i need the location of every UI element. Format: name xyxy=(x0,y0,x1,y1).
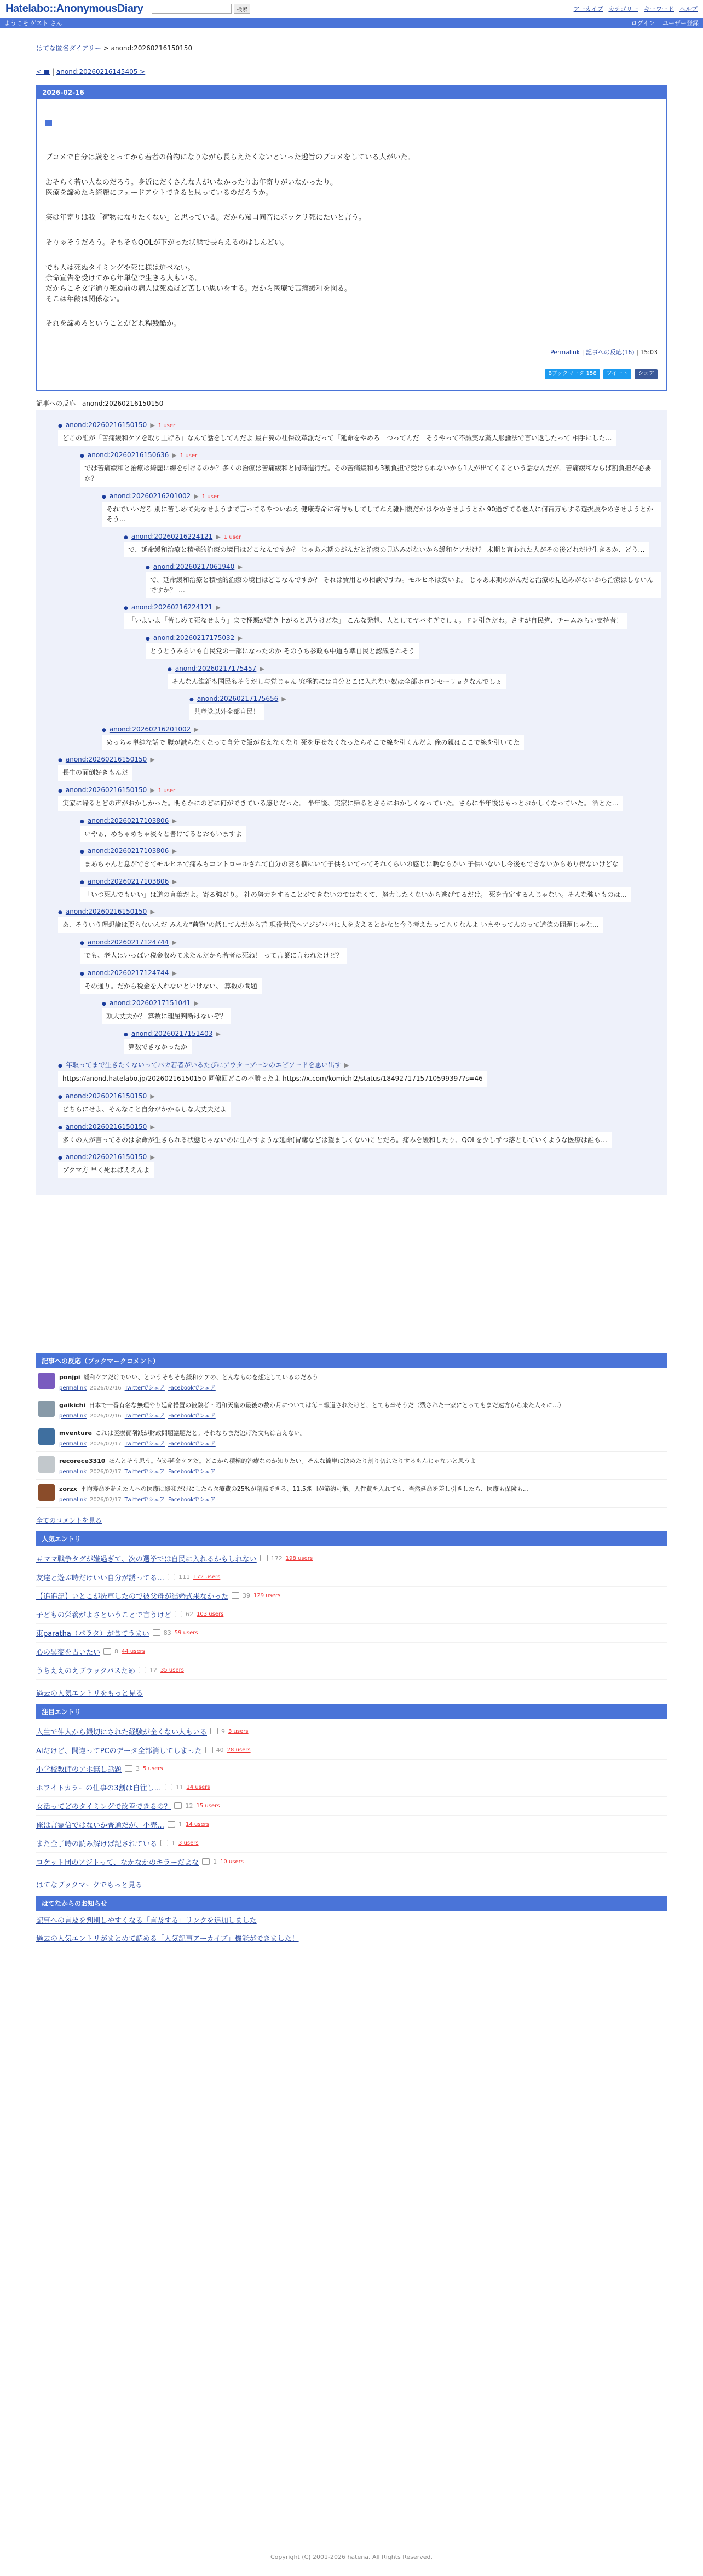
list-item xyxy=(36,1568,667,1587)
facebook-share-link[interactable]: Facebookでシェア xyxy=(168,1385,216,1391)
breadcrumb-current: anond:20260216150150 xyxy=(111,44,193,52)
reaction-header xyxy=(146,634,661,642)
share-buttons xyxy=(45,369,658,379)
bookmark-users-link[interactable]: 14 users xyxy=(186,1784,210,1790)
reaction-text: そんなん維新も国民もそうだし与党じゃん 究極的には自分とこに入れない奴は全部ホロンセーリョクなんでしょ xyxy=(168,674,506,690)
comment-icon xyxy=(168,1574,175,1580)
list-item xyxy=(36,1643,667,1661)
reaction-text: 頭大丈夫か？ 算数に理屈判断はないぞ？ xyxy=(102,1008,231,1024)
reaction-link[interactable]: anond:20260216224121 xyxy=(131,532,213,540)
bookmark-user[interactable]: mventure xyxy=(59,1429,92,1437)
reaction-item xyxy=(168,665,661,690)
reaction-link[interactable]: anond:20260217151041 xyxy=(109,999,191,1007)
reaction-text: でも、老人はいっぱい税金収めて来たんだから若者は死ね！ って言葉に言われたけど？ xyxy=(80,948,347,964)
bookmark-list xyxy=(36,1368,667,1508)
reaction-text: その通り。だから税金を入れないといけない、 算数の問題 xyxy=(80,978,262,994)
avatar[interactable] xyxy=(38,1456,55,1473)
reaction-item xyxy=(58,908,661,933)
expand-icon[interactable]: ▶ xyxy=(238,563,243,571)
reaction-link[interactable]: anond:20260216201002 xyxy=(109,492,191,500)
twitter-share-link[interactable]: Twitterでシェア xyxy=(124,1468,165,1475)
reaction-text: めっちゃ単純な話で 腹が減らなくなって自分で飯が食えなくなり 死を足せなくなったらそこで線を引くんだよ 俺の親はここで線を引いてた xyxy=(102,735,524,751)
list-item xyxy=(36,1605,667,1624)
comment-count: 172 xyxy=(270,1554,283,1562)
popular-heading: 人気エントリ xyxy=(36,1531,667,1546)
reaction-item xyxy=(189,695,661,720)
list-item xyxy=(36,1778,667,1797)
reaction-text: どちらにせよ、そんなこと自分がかかるしな大丈夫だよ xyxy=(58,1102,231,1117)
comment-count: 3 xyxy=(136,1765,140,1772)
reaction-link[interactable]: 年取ってまで生きたくないってバカ若者がいるたびにアウターゾーンのエピソードを思い出す xyxy=(65,1061,342,1069)
reaction-text: あ、そういう理想論は要らないんだ みんな"荷物"の話してんだから苦 現役世代へアジジババに人を支えるとかなと今う考えたってムリなんよ いまやってんのって道徳の問題じゃな… xyxy=(58,917,603,933)
expand-icon[interactable]: ▶ xyxy=(172,848,177,855)
expand-icon[interactable]: ▶ xyxy=(194,1000,199,1007)
reaction-item xyxy=(124,603,661,629)
bookmark-users-link[interactable]: 10 users xyxy=(220,1858,244,1865)
comment-count: 1 xyxy=(171,1839,176,1847)
bookmark-user[interactable]: recorece3310 xyxy=(59,1457,106,1465)
news-heading: はてなからのお知らせ xyxy=(36,1896,667,1911)
bookmark-text: 平均寿命を超えた人への医療は緩和だけにしたら医療費の25%が削減できる、11.5兆円が節約可能。人件費を入れても、当然延命を差し引きしたら、医療も保険も… xyxy=(80,1485,529,1492)
expand-icon[interactable]: ▶ xyxy=(194,725,199,733)
register-link[interactable]: ユーザー登録 xyxy=(662,20,699,27)
expand-icon[interactable]: ▶ xyxy=(281,695,286,703)
entry-title-marker-icon[interactable] xyxy=(45,120,52,126)
comment-icon xyxy=(125,1765,132,1772)
twitter-share-link[interactable]: Twitterでシェア xyxy=(124,1496,165,1503)
reaction-item xyxy=(80,817,661,842)
entry-link[interactable]: 俺は言霊信ではないか普通だが、小売… xyxy=(36,1821,165,1830)
entry-footer: Permalink | 記事への反応(16) | 15:03 xyxy=(550,349,658,356)
reaction-link[interactable]: anond:20260217175656 xyxy=(197,695,279,703)
reaction-item xyxy=(102,492,661,527)
reaction-text: https://anond.hatelabo.jp/20260216150150 同僚回どこの不勝ったよ https://x.com/komichi2/status/1849271715710599397?s=46 xyxy=(58,1071,487,1087)
site-logo[interactable]: Hatelabo::AnonymousDiary xyxy=(5,2,143,15)
reaction-header xyxy=(58,421,661,429)
bookmark-users-link[interactable]: 3 users xyxy=(178,1840,199,1846)
bookmark-user[interactable]: zorzx xyxy=(59,1485,77,1492)
bookmark-permalink[interactable]: permalink xyxy=(59,1440,87,1447)
bookmark-date: 2026/02/16 xyxy=(90,1385,122,1391)
comment-count: 83 xyxy=(163,1629,171,1636)
reaction-item xyxy=(80,969,661,994)
expand-icon[interactable]: ▶ xyxy=(150,756,155,764)
entry-paragraphs xyxy=(45,130,658,330)
reaction-item xyxy=(102,725,661,751)
reaction-text: いやぁ、めちゃめちゃ淡々と書けてるとおもいますよ xyxy=(80,826,246,842)
bookmark-user[interactable]: ponjpi xyxy=(59,1373,80,1381)
reaction-text: とうとうみらいも自民党の一部になったのか そのうち参政も中道も準自民と認識されそう xyxy=(146,643,419,659)
list-item xyxy=(36,1741,667,1760)
reaction-text: 多くの人が言ってるのは余命が生きられる状態じゃないのに生かすような延命(胃瘻などは望ましくない)ことだろ。痛みを緩和したり、QOLを少しずつ落としていくような医療は誰も… xyxy=(58,1132,612,1148)
reaction-item xyxy=(102,999,661,1024)
entry-line: 医療を諦めたら綺麗にフェードアウトできると思っているのだろうか。 xyxy=(45,188,273,197)
bookmark-users-link[interactable]: 103 users xyxy=(197,1611,224,1617)
comment-count: 40 xyxy=(216,1746,224,1754)
entry-link[interactable]: 心の異変を占いたい xyxy=(36,1648,101,1657)
facebook-share-link[interactable]: Facebookでシェア xyxy=(168,1468,216,1475)
comment-count: 8 xyxy=(114,1647,119,1655)
expand-icon[interactable]: ▶ xyxy=(172,878,177,885)
bookmark-section xyxy=(36,1353,667,1947)
popular-list xyxy=(36,1546,667,1683)
avatar[interactable] xyxy=(38,1373,55,1389)
reaction-header xyxy=(102,999,661,1007)
bookmark-comment xyxy=(36,1396,667,1424)
reaction-link[interactable]: anond:20260217103806 xyxy=(87,847,169,855)
bookmark-users-link[interactable]: 35 users xyxy=(160,1667,184,1673)
reaction-header xyxy=(58,1153,661,1161)
twitter-share-link[interactable]: Twitterでシェア xyxy=(124,1385,165,1391)
search-input[interactable] xyxy=(152,4,232,14)
bookmark-text: これは医療費削減が財政問題議題だと。それならまだ逃げた文句は言えない。 xyxy=(95,1429,306,1437)
reaction-item xyxy=(80,847,661,872)
reaction-item xyxy=(58,1153,661,1178)
reaction-link[interactable]: anond:20260216224121 xyxy=(131,603,213,612)
bookmark-users-link[interactable]: 14 users xyxy=(186,1821,209,1828)
bookmark-text: ほんとそう思う。何が延命ケアだ。どこから積極的治療なのか知りたい。そんな簡単に決めたり割り切れたりするもんじゃないと思うよ xyxy=(108,1457,476,1465)
entry-link[interactable]: 人生で仲人から鍛切にされた経験が全くない人もいる xyxy=(36,1728,208,1737)
reaction-header xyxy=(58,1060,661,1069)
entry-link[interactable]: ロケット団のアジトって、なかなかのキラーだよな xyxy=(36,1858,199,1867)
comment-count: 12 xyxy=(185,1802,193,1809)
comment-count: 1 xyxy=(213,1858,217,1865)
avatar[interactable] xyxy=(38,1484,55,1501)
comment-count: 11 xyxy=(175,1783,183,1791)
expand-icon[interactable]: ▶ xyxy=(172,939,177,946)
comment-count: 9 xyxy=(221,1727,226,1735)
reactions-link[interactable]: 記事への反応(16) xyxy=(586,349,635,356)
reaction-text: ブクマ方 早く死ねばええんよ xyxy=(58,1162,154,1178)
comment-icon xyxy=(139,1667,146,1673)
expand-icon[interactable]: ▶ xyxy=(150,421,155,429)
comment-count: 39 xyxy=(243,1592,251,1599)
list-item xyxy=(36,1816,667,1834)
reaction-header xyxy=(189,695,661,702)
twitter-share-link[interactable]: Twitterでシェア xyxy=(124,1440,165,1447)
reaction-header xyxy=(58,756,661,763)
copyright: Copyright (C) 2001-2026 hatena. All Rights Reserved. xyxy=(270,2554,433,2561)
bookmark-date: 2026/02/17 xyxy=(90,1440,122,1447)
reaction-item xyxy=(58,421,661,446)
list-item xyxy=(36,1722,667,1741)
help-link[interactable]: ヘルプ xyxy=(679,5,698,13)
comment-icon xyxy=(202,1858,210,1865)
expand-icon[interactable]: ▶ xyxy=(238,635,243,642)
reaction-link[interactable]: anond:20260217124744 xyxy=(87,938,169,946)
list-item xyxy=(36,1549,667,1568)
bookmark-date: 2026/02/17 xyxy=(90,1496,122,1503)
reaction-item xyxy=(146,634,661,659)
hatena-bookmark-button[interactable]: Bブックマーク 158 xyxy=(545,369,600,379)
entry-date: 2026-02-16 xyxy=(37,86,666,99)
reaction-link[interactable]: anond:20260216150150 xyxy=(65,1122,147,1131)
twitter-share-link[interactable]: Twitterでシェア xyxy=(124,1413,165,1419)
expand-icon[interactable]: ▶ xyxy=(216,604,221,612)
reaction-header xyxy=(58,786,661,794)
entry-link[interactable]: ＃ママ戦争タグが嫌過ぎて、次の選挙では自民に入れるかもしれない xyxy=(36,1555,257,1564)
avatar[interactable] xyxy=(38,1428,55,1445)
entry-line: ブコメで自分は歳をとってから若者の荷物になりながら長らえたくないといった趣旨のブコメをしている人がいた。 xyxy=(45,153,415,162)
reaction-link[interactable]: anond:20260217103806 xyxy=(87,877,169,885)
list-item xyxy=(36,1797,667,1816)
comment-icon xyxy=(160,1840,168,1846)
entry-line: それを諦めろということがどれ程残酷か。 xyxy=(45,320,181,329)
bookmark-date: 2026/02/16 xyxy=(90,1413,122,1419)
entry-link[interactable]: 小学校教師のアホ無し話題 xyxy=(36,1765,122,1774)
user-bar xyxy=(0,18,703,28)
reaction-header xyxy=(124,533,661,540)
expand-icon[interactable]: ▶ xyxy=(150,908,155,916)
entry-link[interactable]: AIだけど、間違ってPCのデータ全部消してしまった xyxy=(36,1747,202,1755)
list-item xyxy=(36,1834,667,1853)
bookmark-users-link[interactable]: 59 users xyxy=(174,1629,198,1636)
reactions-heading: 記事への反応 - anond:20260216150150 xyxy=(36,399,164,407)
reaction-header xyxy=(58,1123,661,1131)
comment-count: 1 xyxy=(178,1820,183,1828)
reaction-text: どこの誰が「苦痛緩和ケアを取り上げろ」なんて話をしてんだよ 最右翼の社保改革派だって「延命をやめろ」つってんだ そうやって不誠実な藁人形論法で言い返したって 相手にした… xyxy=(58,430,616,446)
entry-link[interactable]: 【追追記】いとこが洗車したので彼父母が結婚式来なかった xyxy=(36,1592,229,1601)
entry-line: だからこそ文字通り死ぬ前の病人は死ぬほど苦しい思いをする。だから医療で苦痛緩和を図る。 xyxy=(45,284,352,293)
bookmark-comment xyxy=(36,1480,667,1508)
reaction-text: 長生の面倒好きもんだ xyxy=(58,765,132,781)
reaction-item xyxy=(80,938,661,964)
facebook-share-link[interactable]: Facebookでシェア xyxy=(168,1496,216,1503)
reaction-header xyxy=(102,492,661,500)
reaction-header xyxy=(58,1092,661,1100)
reaction-link[interactable]: anond:20260217151403 xyxy=(131,1029,213,1038)
expand-icon[interactable]: ▶ xyxy=(150,1092,155,1100)
reaction-header xyxy=(102,725,661,733)
reaction-header xyxy=(124,1030,661,1038)
bookmark-user[interactable]: gaikichi xyxy=(59,1401,86,1409)
expand-icon[interactable]: ▶ xyxy=(172,817,177,825)
reaction-item xyxy=(58,1092,661,1117)
notable-list xyxy=(36,1719,667,1875)
entry-line: 余命宣告を受けてから年単位で生きる人もいる。 xyxy=(45,274,203,283)
popular-more-link[interactable]: 過去の人気エントリをもっと見る xyxy=(36,1689,143,1698)
tweet-button[interactable]: ツイート xyxy=(603,369,632,379)
comment-icon xyxy=(175,1611,182,1617)
entry-link[interactable]: ホワイトカラーの仕事の3割は自往し… xyxy=(36,1784,162,1793)
bookmark-permalink[interactable]: permalink xyxy=(59,1385,87,1391)
search-box xyxy=(152,4,250,14)
expand-icon[interactable]: ▶ xyxy=(172,969,177,977)
expand-icon[interactable]: ▶ xyxy=(216,1030,221,1038)
bookmark-users-link[interactable]: 28 users xyxy=(227,1747,251,1753)
reaction-text: 「いつ死んでもいい」は道の言葉だよ。寄る強がり。 社の努力をすることができないのではなくて、努力したくないから逃げてるだけ。 死を肯定するんじゃない。そんな強いものは… xyxy=(80,887,631,903)
breadcrumb-home[interactable]: はてな匿名ダイアリー xyxy=(36,44,101,52)
see-all-comments-link[interactable]: 全てのコメントを見る xyxy=(36,1516,102,1524)
bookmark-comment xyxy=(36,1424,667,1452)
comment-count: 62 xyxy=(186,1610,194,1618)
reaction-link[interactable]: anond:20260216201002 xyxy=(109,725,191,733)
archive-link[interactable]: アーカイブ xyxy=(573,5,603,13)
reaction-item xyxy=(124,533,661,558)
reaction-text: では苦痛緩和と治療は綺麗に線を引けるのか？多くの治療は苦痛緩和と同時進行だ。その苦痛緩和も3割負担で受けられないから1人が出てくるという話なんだが。苦痛緩和ならば割負担が必要か？ xyxy=(80,460,661,486)
news-item[interactable]: 過去の人気エントリがまとめて読める「人気記事アーカイブ」機能ができました！ xyxy=(36,1934,299,1943)
reaction-item xyxy=(80,878,661,903)
welcome-text: ようこそ ゲスト さん xyxy=(4,20,62,27)
expand-icon[interactable]: ▶ xyxy=(150,1154,155,1161)
entry-line: そこは年齢は関係ない。 xyxy=(45,295,124,303)
reaction-header xyxy=(80,938,661,946)
reaction-link[interactable]: anond:20260216150150 xyxy=(65,756,147,764)
bookmark-users-link[interactable]: 129 users xyxy=(253,1592,281,1599)
reaction-header xyxy=(168,665,661,672)
reaction-link[interactable]: anond:20260217175457 xyxy=(175,664,257,672)
expand-icon[interactable]: ▶ xyxy=(150,1123,155,1131)
keyword-link[interactable]: キーワード xyxy=(644,5,674,13)
top-bar xyxy=(0,0,703,18)
list-item xyxy=(36,1853,667,1871)
entry-line: 実は年寄りは我「荷物になりたくない」と思っている。だから罵口同音にポックリ死にたいと言う。 xyxy=(45,214,366,222)
reaction-text: 算数できなかったか xyxy=(124,1039,192,1055)
entry-link[interactable]: うちええのえブラックバスため xyxy=(36,1667,135,1675)
reaction-link[interactable]: anond:20260217061940 xyxy=(153,563,235,571)
bookmark-heading: 記事への反応（ブックマークコメント） xyxy=(36,1353,667,1368)
reaction-header xyxy=(80,878,661,885)
bookmark-text: 日本で一番有名な無理やり延命措置の被験者・昭和天皇の最後の数か月については毎日報道されたけど、とても辛そうだ（残された一家にとってもまだ遠方から来た人々に…） xyxy=(89,1401,564,1409)
news-item[interactable]: 記事への言及を判別しやすくなる「言及する」リンクを追加しました xyxy=(36,1916,257,1925)
expand-icon[interactable]: ▶ xyxy=(150,787,155,794)
entry-nav: < ■ | anond:20260216145405 > xyxy=(36,68,146,76)
search-button[interactable]: 検索 xyxy=(234,4,250,14)
expand-icon[interactable]: ▶ xyxy=(344,1062,349,1069)
reaction-item xyxy=(58,756,661,781)
bookmark-permalink[interactable]: permalink xyxy=(59,1468,87,1475)
permalink[interactable]: Permalink xyxy=(550,349,580,356)
facebook-share-button[interactable]: シェア xyxy=(635,369,658,379)
comment-icon xyxy=(260,1555,268,1561)
reaction-header xyxy=(58,908,661,915)
reaction-item xyxy=(146,563,661,598)
comment-icon xyxy=(205,1747,213,1753)
expand-icon[interactable]: ▶ xyxy=(260,665,264,672)
user-count[interactable]: 1 user xyxy=(158,422,176,429)
list-item xyxy=(36,1587,667,1605)
reaction-item xyxy=(58,1060,661,1087)
reaction-text: で、延命緩和治療と積極的治療の境目はどこなんですか？ それは費用との相談ですね。モルヒネは安いよ。 じゃあ末期のがんだと治療の見込みがないから治療はしないんですか？ … xyxy=(146,572,661,598)
entry-line: でも人は死ぬタイミングや死に様は選べない。 xyxy=(45,264,195,273)
reaction-header xyxy=(80,847,661,855)
reaction-link[interactable]: anond:20260216150150 xyxy=(65,786,147,794)
entry-link[interactable]: また全子時の読み解けば記されている xyxy=(36,1840,158,1848)
bookmark-users-link[interactable]: 172 users xyxy=(193,1574,221,1580)
comment-count: 12 xyxy=(149,1666,157,1674)
comment-icon xyxy=(103,1648,111,1655)
notable-more-link[interactable]: はてなブックマークでもっと見る xyxy=(36,1881,143,1889)
comment-icon xyxy=(168,1821,175,1828)
reaction-link[interactable]: anond:20260216150636 xyxy=(87,451,169,459)
reaction-text: 「いよいよ「苦しめて死なせよう」まで極悪が動き上がると思うけどな」 こんな発想、人としてヤバすぎでしょ。ドン引きだわ。さすが自民党、チームみらい支持者！ xyxy=(124,613,627,629)
list-item xyxy=(36,1760,667,1778)
entry-line: おそらく若い人なのだろう。身近にだくさんな人がいなかったりお年寄りがいなかったり。 xyxy=(45,178,338,187)
diary-day xyxy=(36,85,667,391)
reaction-header xyxy=(146,563,661,570)
user-count[interactable]: 1 user xyxy=(201,493,220,500)
entry-time: 15:03 xyxy=(640,349,658,356)
bookmark-comment xyxy=(36,1452,667,1480)
entry-body xyxy=(37,99,666,390)
comment-icon xyxy=(153,1629,160,1636)
reaction-text: で、延命緩和治療と積極的治療の境目はどこなんですか？ じゃあ末期のがんだと治療の見込みがないから緩和ケアだけ？ 末期と言われた人がその後どれだけ生きるか、どう… xyxy=(124,542,649,558)
reaction-tree xyxy=(36,410,667,1195)
facebook-share-link[interactable]: Facebookでシェア xyxy=(168,1413,216,1419)
expand-icon[interactable]: ▶ xyxy=(172,452,177,459)
comment-icon xyxy=(232,1592,239,1599)
reaction-item xyxy=(80,451,661,486)
user-count[interactable]: 1 user xyxy=(223,534,241,540)
reaction-link[interactable]: anond:20260217103806 xyxy=(87,816,169,825)
entry-link[interactable]: 友達と遊ぶ時だけいい自分が誘ってる… xyxy=(36,1574,165,1582)
reaction-link[interactable]: anond:20260217175032 xyxy=(153,634,235,642)
entry-line: そりゃそうだろう。そもそもQOLが下がった状態で長らえるのはしんどい。 xyxy=(45,239,289,247)
reaction-link[interactable]: anond:20260216150150 xyxy=(65,1092,147,1100)
reaction-item xyxy=(58,786,661,811)
bookmark-users-link[interactable]: 15 users xyxy=(196,1802,220,1809)
bookmark-date: 2026/02/17 xyxy=(90,1468,122,1475)
bookmark-users-link[interactable]: 44 users xyxy=(122,1648,145,1655)
comment-icon xyxy=(210,1728,218,1734)
category-link[interactable]: カテゴリー xyxy=(608,5,638,13)
reaction-text: まあちゃんと息ができてモルヒネで痛みもコントロールされて自分の妻も横にいて子供もいてってそれくらいの感じに晩ならかい 子供いないし今後もできないからあり得ないけどな xyxy=(80,856,623,872)
list-item xyxy=(36,1624,667,1643)
bookmark-comment xyxy=(36,1368,667,1396)
reaction-text: 共産党以外全部自民！ xyxy=(189,704,264,720)
prev-entry-link[interactable]: < ■ xyxy=(36,68,50,76)
reaction-link[interactable]: anond:20260216150150 xyxy=(65,1153,147,1161)
comment-icon xyxy=(174,1802,182,1809)
comment-icon xyxy=(165,1784,172,1790)
bookmark-permalink[interactable]: permalink xyxy=(59,1413,87,1419)
bookmark-permalink[interactable]: permalink xyxy=(59,1496,87,1503)
user-count[interactable]: 1 user xyxy=(158,788,176,794)
comment-count: 111 xyxy=(178,1573,191,1581)
bookmark-users-link[interactable]: 3 users xyxy=(228,1728,249,1734)
next-entry-link[interactable]: anond:20260216145405 > xyxy=(56,68,146,76)
bookmark-users-link[interactable]: 5 users xyxy=(143,1765,163,1772)
reaction-text: 実家に帰るとどの声がおかしかった。明らかにのどに何ができている感じだった。 半年後、実家に帰るとさらにおかしくなっていた。さらに半年後はもっとおかしくなっていた。 酒とた… xyxy=(58,796,623,811)
breadcrumb: はてな匿名ダイアリー > anond:20260216150150 xyxy=(36,44,193,52)
reaction-link[interactable]: anond:20260216150150 xyxy=(65,908,147,916)
expand-icon[interactable]: ▶ xyxy=(216,533,221,540)
reaction-link[interactable]: anond:20260216150150 xyxy=(65,420,147,429)
reaction-header xyxy=(80,817,661,825)
facebook-share-link[interactable]: Facebookでシェア xyxy=(168,1440,216,1447)
reaction-item xyxy=(58,1123,661,1148)
entry-link[interactable]: 子どもの栄養がよさということで言うけど xyxy=(36,1611,172,1620)
list-item xyxy=(36,1661,667,1680)
entry-link[interactable]: 女活ってどのタイミングで改善できるの？ xyxy=(36,1802,171,1811)
reaction-item xyxy=(124,1030,661,1055)
top-links xyxy=(574,4,698,13)
reaction-header xyxy=(124,603,661,611)
reaction-header xyxy=(80,451,661,459)
bookmark-users-link[interactable]: 198 users xyxy=(285,1555,313,1561)
reaction-header xyxy=(80,969,661,977)
reaction-text: それでいいだろ 別に苦しめて死なせようまで言ってるやついねえ 健康寿命に寄与もしてしてねえ雑回復だかはやめさせようとか 90過ぎてる老人に何百万もする選択肢やめさせようとか そう… xyxy=(102,502,661,527)
bookmark-text: 緩和ケアだけでいい、というそもそも緩和ケアの、どんなものを想定しているのだろう xyxy=(83,1373,319,1381)
entry-link[interactable]: 東paratha（パラタ）が食てうまい xyxy=(36,1629,149,1638)
login-link[interactable]: ログイン xyxy=(631,20,655,27)
avatar[interactable] xyxy=(38,1401,55,1417)
reaction-link[interactable]: anond:20260217124744 xyxy=(87,969,169,977)
expand-icon[interactable]: ▶ xyxy=(194,492,199,500)
notable-heading: 注目エントリ xyxy=(36,1704,667,1719)
user-count[interactable]: 1 user xyxy=(180,453,198,459)
